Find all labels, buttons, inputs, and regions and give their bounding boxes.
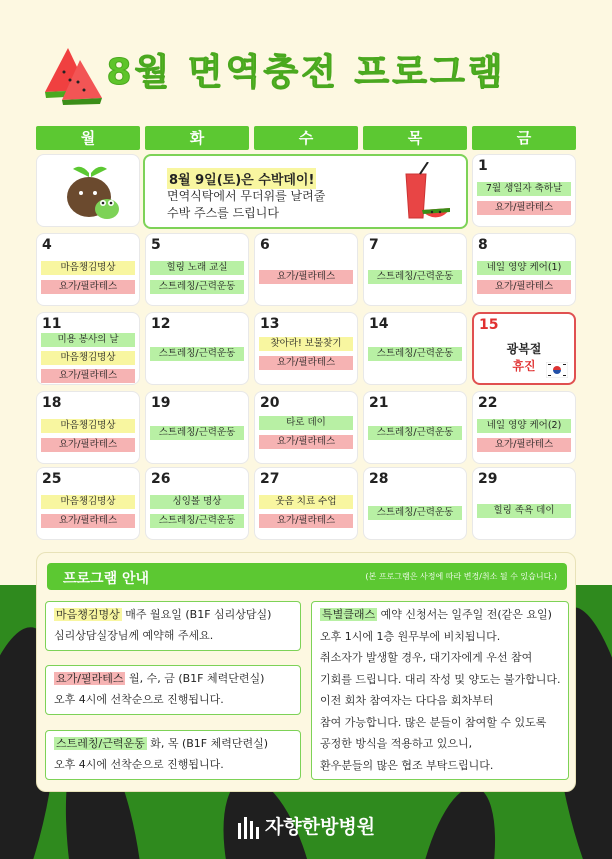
- program-tag: 요가/필라테스: [41, 438, 135, 452]
- program-tag: 스트레칭/근력운동: [368, 347, 462, 361]
- special-class-label: 특별클래스: [322, 608, 376, 621]
- meditation-info: 마음챙김명상 매주 월요일 (B1F 심리상담실) 심리상담실장님께 예약해 주세요.: [45, 601, 301, 651]
- program-tag: 요가/필라테스: [259, 356, 353, 370]
- program-tag: 요가/필라테스: [477, 201, 571, 215]
- hospital-logo: [0, 812, 612, 841]
- program-tag: 스트레칭/근력운동: [150, 280, 244, 294]
- holiday-name: 광복절: [506, 342, 542, 356]
- yoga-info: 요가/필라테스 월, 수, 금 (B1F 체력단련실) 오후 4시에 선착순으로 진행됩니다.: [45, 665, 301, 715]
- holiday-closed-label: 휴진: [512, 359, 536, 373]
- hospital-name: 자향한방병원: [264, 816, 376, 838]
- calendar-cell: 21 스트레칭/근력운동: [363, 391, 467, 464]
- yoga-label: 요가/필라테스: [56, 672, 124, 685]
- program-tag: 스트레칭/근력운동: [150, 347, 244, 361]
- calendar-cell: 22 네일 영양 케어(2) 요가/필라테스: [472, 391, 576, 464]
- program-tag: 스트레칭/근력운동: [368, 270, 462, 284]
- program-tag: 요가/필라테스: [41, 369, 135, 383]
- program-tag: 타로 데이: [259, 416, 353, 430]
- korean-flag-icon: [546, 362, 568, 378]
- program-tag: 힐링 족욕 데이: [477, 504, 571, 518]
- program-tag: 요가/필라테스: [41, 280, 135, 294]
- program-guide-note: (본 프로그램은 사정에 따라 변경/취소 될 수 있습니다.): [365, 572, 557, 581]
- calendar-cell: 8 네일 영양 케어(1) 요가/필라테스: [472, 233, 576, 306]
- weekday-fri: 금: [472, 126, 576, 150]
- calendar-cell: 19 스트레칭/근력운동: [145, 391, 249, 464]
- program-guide: [36, 552, 576, 792]
- program-tag: 요가/필라테스: [259, 270, 353, 284]
- watermelon-juice-icon: [392, 162, 452, 222]
- calendar-cell: 26 싱잉볼 명상 스트레칭/근력운동: [145, 467, 249, 540]
- program-tag: 힐링 노래 교실: [150, 261, 244, 275]
- program-guide-header: [47, 563, 567, 590]
- program-tag: 네일 영양 케어(1): [477, 261, 571, 275]
- hospital-logo-icon: [237, 815, 261, 841]
- calendar-cell: 11 미용 봉사의 날 마음챙김명상 요가/필라테스: [36, 312, 140, 385]
- program-tag: 스트레칭/근력운동: [150, 514, 244, 528]
- calendar-cell: 1 7월 생일자 축하날 요가/필라테스: [472, 154, 576, 227]
- calendar-cell: 12 스트레칭/근력운동: [145, 312, 249, 385]
- meditation-label: 마음챙김명상: [56, 608, 120, 621]
- program-guide-title: 프로그램 안내: [63, 571, 150, 587]
- weekday-mon: 월: [36, 126, 140, 150]
- event-description: 면역식탁에서 무더위를 날려줄 수박 주스를 드립니다: [167, 189, 326, 220]
- program-tag: 7월 생일자 축하날: [477, 182, 571, 196]
- watermelon-day-event: [143, 154, 468, 229]
- calendar-cell-holiday: 15 광복절 휴진: [472, 312, 576, 385]
- program-tag: 요가/필라테스: [259, 514, 353, 528]
- program-tag: 요가/필라테스: [477, 280, 571, 294]
- calendar-cell: 18 마음챙김명상 요가/필라테스: [36, 391, 140, 464]
- program-tag: 웃음 치료 수업: [259, 495, 353, 509]
- event-title: 8월 9일(토)은 수박데이!: [167, 168, 316, 189]
- program-tag: 마음챙김명상: [41, 261, 135, 275]
- calendar-cell: 13 찾아라! 보물찾기 요가/필라테스: [254, 312, 358, 385]
- program-tag: 요가/필라테스: [477, 438, 571, 452]
- stretching-label: 스트레칭/근력운동: [56, 737, 145, 750]
- calendar-cell: 28 스트레칭/근력운동: [363, 467, 467, 540]
- program-tag: 미용 봉사의 날: [41, 333, 135, 347]
- weekday-thu: 목: [363, 126, 467, 150]
- sprout-character-icon: [51, 163, 131, 223]
- program-tag: 마음챙김명상: [41, 419, 135, 433]
- page-title: 8월 면역충전 프로그램: [106, 52, 506, 93]
- calendar-cell: 7 스트레칭/근력운동: [363, 233, 467, 306]
- program-tag: 싱잉볼 명상: [150, 495, 244, 509]
- weekday-wed: 수: [254, 126, 358, 150]
- calendar-cell: 20 타로 데이 요가/필라테스: [254, 391, 358, 464]
- program-tag: 네일 영양 케어(2): [477, 419, 571, 433]
- program-tag: 마음챙김명상: [41, 351, 135, 365]
- weekday-tue: 화: [145, 126, 249, 150]
- calendar-cell: 29 힐링 족욕 데이: [472, 467, 576, 540]
- calendar-cell: 5 힐링 노래 교실 스트레칭/근력운동: [145, 233, 249, 306]
- special-class-info: 특별클래스 예약 신청서는 일주일 전(같은 요일) 오후 1시에 1층 원무부에 비치됩니다. 취소자가 발생할 경우, 대기자에게 우선 참여 기회를 드립니다. 대리 작성 및 양도는 불가합니다. 이전 회차 참여자는 다다음 회차부터 참여 가능합니다. 많은 분들이 참여할 수 있도록 공정한 방식을 적용하고 있으니, 환우분들의 많은 협조 부탁드립니다.: [311, 601, 569, 780]
- calendar-cell: 27 웃음 치료 수업 요가/필라테스: [254, 467, 358, 540]
- calendar-cell-empty: [36, 154, 140, 227]
- program-tag: 찾아라! 보물찾기: [259, 337, 353, 351]
- program-tag: 요가/필라테스: [41, 514, 135, 528]
- program-tag: 스트레칭/근력운동: [150, 426, 244, 440]
- calendar-cell: 25 마음챙김명상 요가/필라테스: [36, 467, 140, 540]
- program-tag: 마음챙김명상: [41, 495, 135, 509]
- program-tag: 요가/필라테스: [259, 435, 353, 449]
- program-tag: 스트레칭/근력운동: [368, 426, 462, 440]
- stretching-info: 스트레칭/근력운동 화, 목 (B1F 체력단련실) 오후 4시에 선착순으로 진행됩니다.: [45, 730, 301, 780]
- calendar-cell: 14 스트레칭/근력운동: [363, 312, 467, 385]
- program-tag: 스트레칭/근력운동: [368, 506, 462, 520]
- calendar-cell: 4 마음챙김명상 요가/필라테스: [36, 233, 140, 306]
- calendar-cell: 6 요가/필라테스: [254, 233, 358, 306]
